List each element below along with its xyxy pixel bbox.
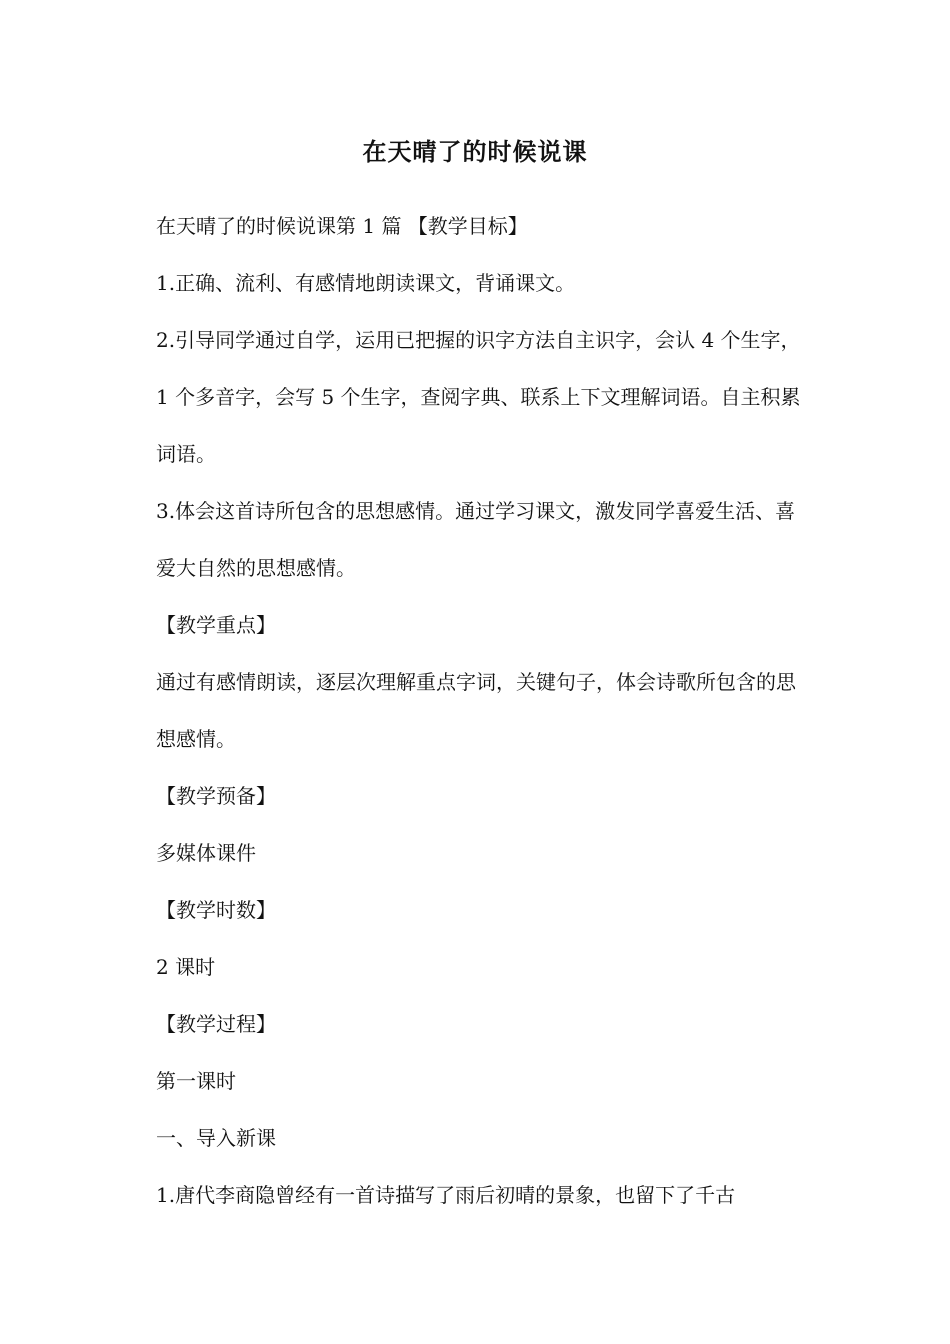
paragraph-step-1: 1.唐代李商隐曾经有一首诗描写了雨后初晴的景象，也留下了千古: [156, 1183, 736, 1207]
paragraph-class-hours: 2 课时: [156, 955, 216, 979]
document-title: 在天晴了的时候说课: [362, 137, 588, 166]
heading-process: 【教学过程】: [156, 1012, 276, 1036]
paragraph-intro: 在天晴了的时候说课第 1 篇 【教学目标】: [156, 214, 528, 238]
heading-class-hours: 【教学时数】: [156, 898, 276, 922]
paragraph-preparation: 多媒体课件: [156, 841, 256, 865]
paragraph-section-one: 一、导入新课: [156, 1126, 276, 1150]
paragraph-objective-1: 1.正确、流利、有感情地朗读课文，背诵课文。: [156, 271, 576, 295]
heading-preparation: 【教学预备】: [156, 784, 276, 808]
paragraph-objective-3: 3.体会这首诗所包含的思想感情。通过学习课文，激发同学喜爱生活、喜爱大自然的思想感情。: [156, 499, 796, 580]
paragraph-first-lesson: 第一课时: [156, 1069, 236, 1093]
heading-key-points: 【教学重点】: [156, 613, 276, 637]
document-body: [145, 198, 810, 1224]
paragraph-key-points: 通过有感情朗读，逐层次理解重点字词，关键句子，体会诗歌所包含的思想感情。: [156, 670, 796, 751]
paragraph-objective-2: 2.引导同学通过自学，运用已把握的识字方法自主识字，会认 4 个生字，1 个多音字，会写 5 个生字，查阅字典、联系上下文理解词语。自主积累词语。: [156, 328, 801, 466]
